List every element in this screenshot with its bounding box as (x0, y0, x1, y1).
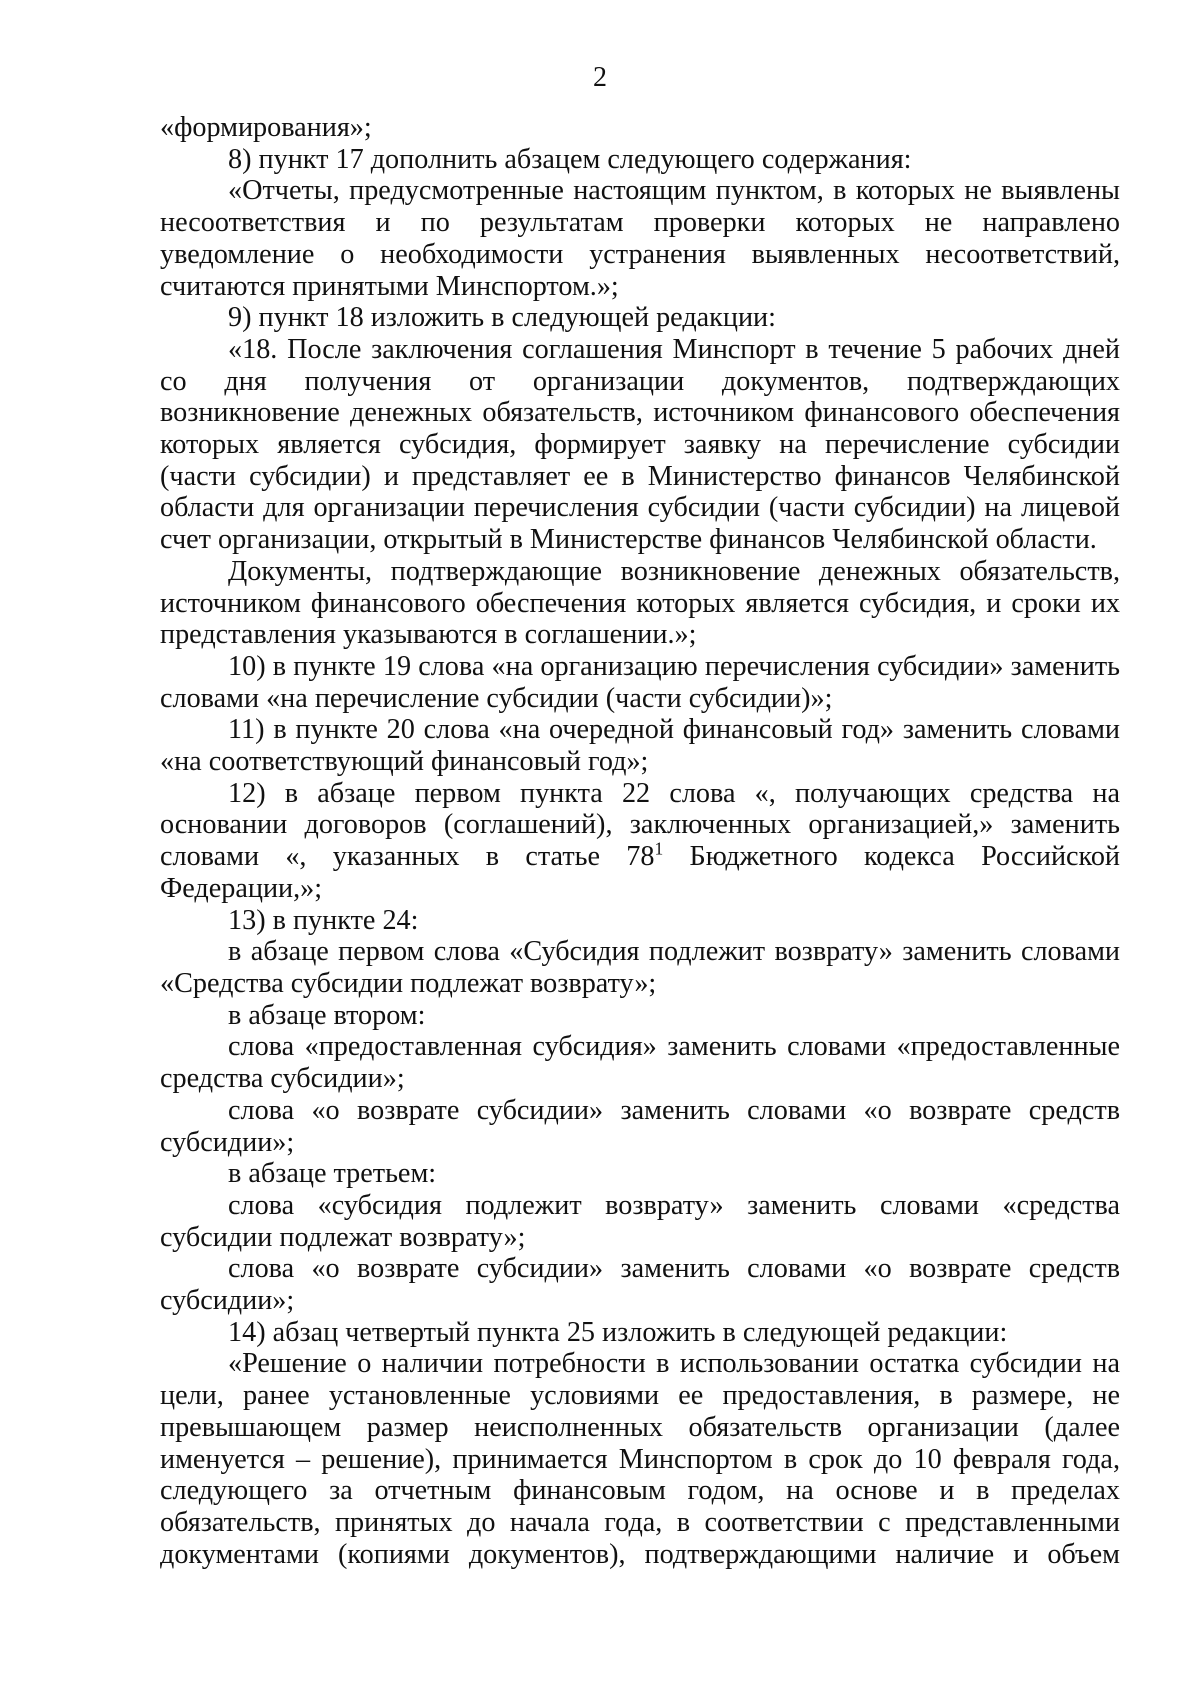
paragraph-item-10: 10) в пункте 19 слова «на организацию перечисления субсидии» заменить словами «на перечисление субсидии (части субсидии)»; (160, 650, 1120, 714)
paragraph-item-13-second-a: слова «предоставленная субсидия» заменить словами «предоставленные средства субсидии»; (160, 1031, 1120, 1095)
paragraph-item-9: 9) пункт 18 изложить в следующей редакции: (228, 302, 776, 334)
paragraph-item-12 (160, 778, 1120, 905)
paragraph-item-13-first: в абзаце первом слова «Субсидия подлежит возврату» заменить словами «Средства субсидии подлежат возврату»; (160, 936, 1120, 999)
paragraph-item-12-text-end: Бюджетного кодекса Российской Федерации,»; (160, 841, 1120, 904)
paragraph-continuation: «формирования»; (160, 112, 372, 143)
paragraph-item-13-third-heading: в абзаце третьем: (228, 1158, 437, 1190)
paragraph-item-13-second-heading: в абзаце втором: (228, 999, 426, 1031)
document-body (160, 112, 1120, 1570)
superscript-article-78: 1 (654, 838, 664, 859)
paragraph-item-12-text: 12) в абзаце первом пункта 22 слова «, получающих средства на основании договоров (соглашений), заключенных организацией,» заменить словами «, указанных в статье 78 (160, 777, 1120, 873)
paragraph-item-14-quote: «Решение о наличии потребности в использовании остатка субсидии на цели, ранее установленные условиями ее предоставления, в размере, не превышающем размер неисполненных обязательств организации (далее именуется – решение), принимается Минспортом в срок до 10 февраля года, следующего за отчетным финансовым годом, на основе и в пределах обязательств, принятых до начала года, в соответствии с представленными документами (копиями документов), подтверждающими наличие и объем (160, 1348, 1120, 1570)
paragraph-item-11: 11) в пункте 20 слова «на очередной финансовый год» заменить словами «на соответствующий финансовый год»; (160, 714, 1120, 778)
paragraph-item-13-second-b: слова «о возврате субсидии» заменить словами «о возврате средств субсидии»; (160, 1094, 1120, 1158)
paragraph-item-13-third-b: слова «о возврате субсидии» заменить словами «о возврате средств субсидии»; (160, 1253, 1120, 1317)
paragraph-item-8-quote: «Отчеты, предусмотренные настоящим пунктом, в которых не выявлены несоответствия и по результатам проверки которых не направлено уведомление о необходимости устранения выявленных несоответствий, считаются принятыми Минспортом.»; (160, 175, 1120, 302)
paragraph-item-14: 14) абзац четвертый пункта 25 изложить в следующей редакции: (228, 1316, 1008, 1348)
paragraph-item-13: 13) в пункте 24: (228, 904, 419, 936)
paragraph-item-9-quote: «18. После заключения соглашения Минспорт в течение 5 рабочих дней со дня получения от организации документов, подтверждающих возникновение денежных обязательств, источником финансового обеспечения которых является субсидия, формирует заявку на перечисление субсидии (части субсидии) и представляет ее в Министерство финансов Челябинской области для организации перечисления субсидии (части субсидии) на лицевой счет организации, открытый в Министерстве финансов Челябинской области. (160, 333, 1120, 556)
paragraph-item-8: 8) пункт 17 дополнить абзацем следующего содержания: (228, 143, 912, 175)
paragraph-item-13-third-a: слова «субсидия подлежит возврату» заменить словами «средства субсидии подлежат возврату»; (160, 1189, 1120, 1253)
page-number: 2 (593, 62, 607, 93)
paragraph-item-9-quote-2: Документы, подтверждающие возникновение денежных обязательств, источником финансового обеспечения которых является субсидия, и сроки их представления указываются в соглашении.»; (160, 555, 1120, 651)
